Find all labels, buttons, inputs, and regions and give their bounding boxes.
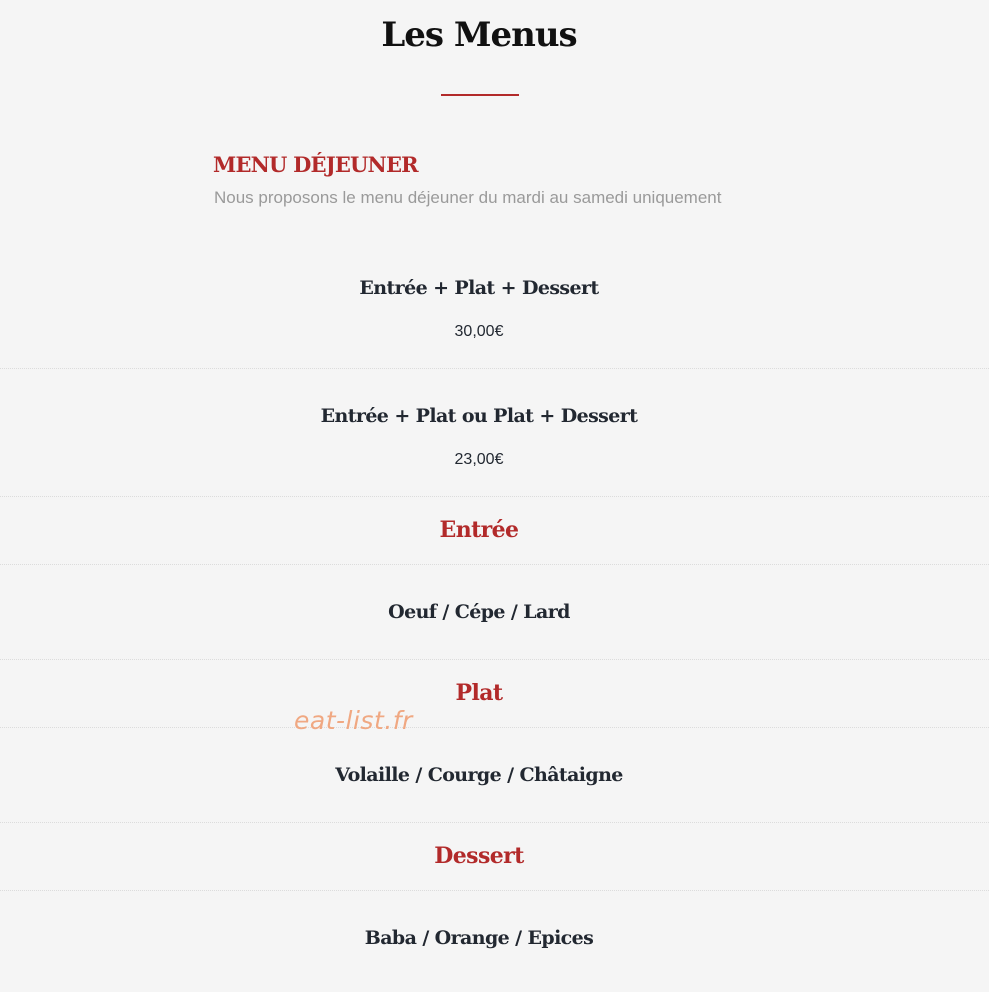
dish-entree: Oeuf / Cépe / Lard bbox=[388, 601, 570, 623]
dish-plat: Volaille / Courge / Châtaigne bbox=[335, 764, 623, 786]
watermark: eat-list.fr bbox=[294, 706, 413, 735]
divider bbox=[0, 659, 989, 660]
course-heading-plat: Plat bbox=[455, 680, 503, 706]
formula-name-1: Entrée + Plat + Dessert bbox=[359, 277, 599, 299]
section-heading-menu-dejeuner: MENU DÉJEUNER bbox=[213, 152, 418, 177]
course-heading-entree: Entrée bbox=[439, 517, 519, 543]
divider bbox=[0, 496, 989, 497]
divider bbox=[0, 564, 989, 565]
course-heading-dessert: Dessert bbox=[434, 843, 524, 869]
page-title: Les Menus bbox=[381, 15, 577, 55]
dish-dessert: Baba / Orange / Epices bbox=[364, 927, 594, 949]
formula-price-1: 30,00€ bbox=[454, 323, 504, 340]
title-underline bbox=[441, 94, 519, 96]
formula-name-2: Entrée + Plat ou Plat + Dessert bbox=[320, 405, 638, 427]
formula-price-2: 23,00€ bbox=[454, 451, 504, 468]
divider bbox=[0, 822, 989, 823]
divider bbox=[0, 890, 989, 891]
section-description: Nous proposons le menu déjeuner du mardi au samedi uniquement bbox=[214, 188, 722, 207]
divider bbox=[0, 727, 989, 728]
divider bbox=[0, 368, 989, 369]
